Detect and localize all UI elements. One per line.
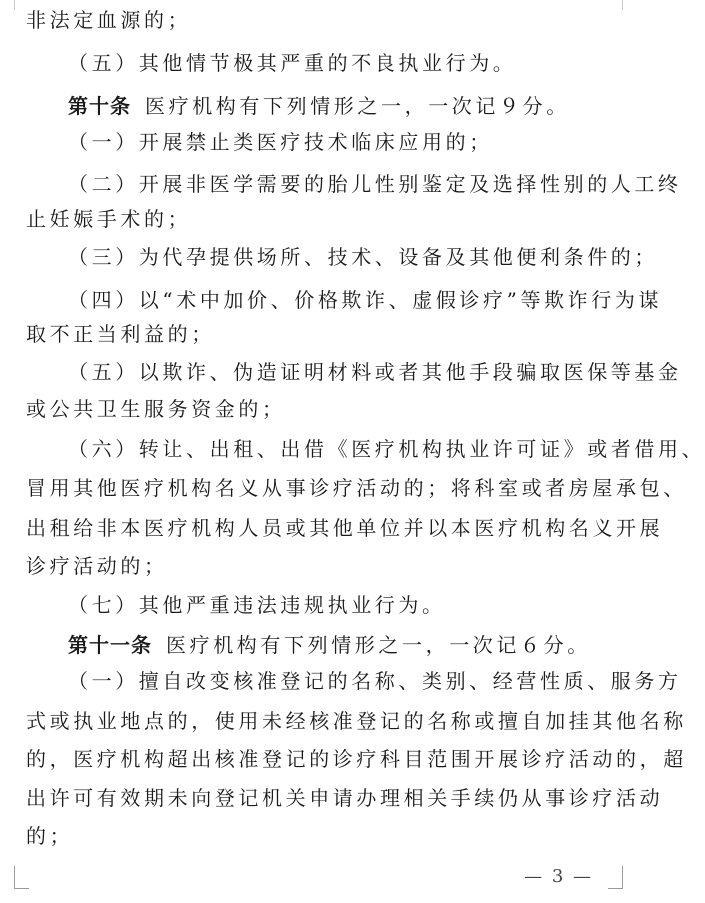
article-11-line — [68, 632, 616, 658]
text-line: （五）其他情节极其严重的不良执业行为。 — [68, 51, 517, 75]
text-line: 非法定血源的； — [26, 8, 192, 32]
article-11-heading: 第十一条 — [68, 633, 152, 657]
text-line: 诊疗活动的； — [26, 554, 168, 578]
article-10-line — [68, 93, 616, 119]
text-line: 或公共卫生服务资金的； — [26, 397, 286, 421]
crop-mark-bottom-left — [14, 866, 29, 889]
crop-mark-bottom-right — [608, 866, 623, 889]
text-line: （六）转让、出租、出借《医疗机构执业许可证》或者借用、 — [68, 437, 705, 461]
text-line: 的，医疗机构超出核准登记的诊疗科目范围开展诊疗活动的，超 — [26, 747, 687, 771]
article-10-text: 医疗机构有下列情形之一，一次记９分。 — [145, 94, 570, 118]
text-line: 取不正当利益的； — [26, 322, 215, 346]
text-line: 出许可有效期未向登记机关申请办理相关手续仍从事诊疗活动 — [26, 786, 664, 810]
text-line: 出租给非本医疗机构人员或其他单位并以本医疗机构名义开展 — [26, 516, 664, 540]
text-line: （三）为代孕提供场所、技术、设备及其他便利条件的； — [68, 245, 658, 269]
page-number: — 3 — — [524, 866, 593, 887]
text-line: （四）以“术中加价、价格欺诈、虚假诊疗”等欺诈行为谋 — [68, 288, 663, 312]
article-10-heading: 第十条 — [68, 94, 131, 118]
text-line: 的； — [26, 824, 74, 848]
text-line: 止妊娠手术的； — [26, 207, 192, 231]
text-line: 式或执业地点的，使用未经核准登记的名称或擅自加挂其他名称 — [26, 709, 687, 733]
text-line: （七）其他严重违法违规执业行为。 — [68, 593, 446, 617]
text-line: （一）开展禁止类医疗技术临床应用的； — [68, 130, 493, 154]
text-line: （二）开展非医学需要的胎儿性别鉴定及选择性别的人工终 — [68, 172, 682, 196]
text-line: 冒用其他医疗机构名义从事诊疗活动的；将科室或者房屋承包、 — [26, 476, 687, 500]
text-line: （五）以欺诈、伪造证明材料或者其他手段骗取医保等基金 — [68, 360, 682, 384]
article-11-text: 医疗机构有下列情形之一，一次记６分。 — [166, 633, 591, 657]
text-line: （一）擅自改变核准登记的名称、类别、经营性质、服务方 — [68, 669, 682, 693]
